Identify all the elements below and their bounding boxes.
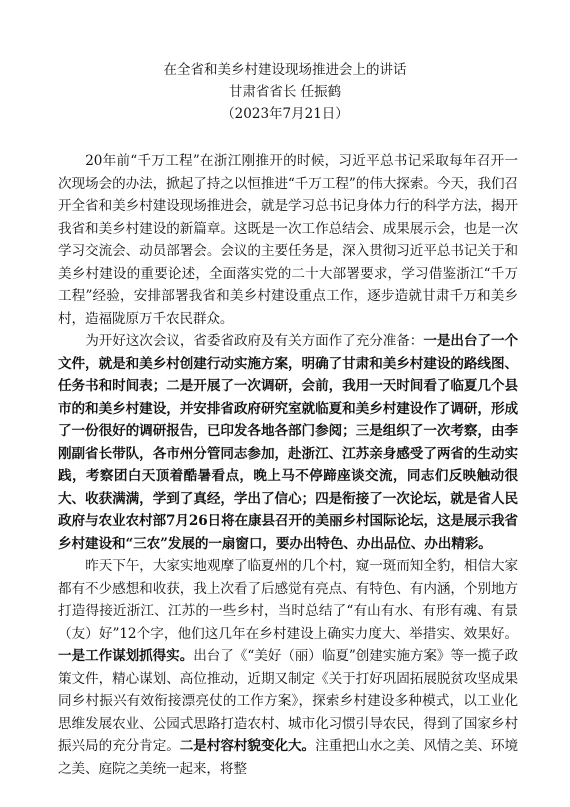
speaker-line: 甘肃省省长 任振鹤 — [228, 84, 342, 100]
date-line: （2023年7月21日） — [221, 106, 349, 122]
paragraph-1 — [58, 150, 518, 330]
paragraph-bold-text: 二是村容村貌变化大。 — [179, 738, 316, 754]
paragraph-3 — [58, 555, 518, 780]
document-title: 在全省和美乡村建设现场推进会上的讲话 — [163, 62, 407, 78]
paragraph-text: 注重把山水之美、风情之美、环境之美、庭院之美统一起来，将整 — [58, 738, 519, 777]
paragraph-text: 昨天下午，大家实地观摩了临夏州的几个村，窥一斑而知全豹，相信大家都有不少感想和收获，我上次看了后感觉有亮点、有特色、有内涵，个别地方打造得接近浙江、江苏的一些乡村，当时总结了“有山有水、有形有魂、有景（友）好”12个字，他们这几年在乡村建设上确实力度大、举措实、效果好。 — [58, 558, 518, 642]
document-header — [0, 59, 570, 125]
paragraph-text: 20年前“千万工程”在浙江刚推开的时候，习近平总书记采取每年召开一次现场会的办法，掀起了持之以恒推进“千万工程”的伟大探索。今天，我们召开全省和美乡村建设现场推进会，就是学习总书记身体力行的科学方法，揭开我省和美乡村建设的新篇章。这既是一次工作总结会、成果展示会，也是一次学习交流会、动员部署会。会议的主要任务是，深入贯彻习近平总书记关于和美乡村建设的重要论述，全面落实党的二十大部署要求，学习借鉴浙江“千万工程”经验，安排部署我省和美乡村建设重点工作，逐步造就甘肃千万和美乡村，造福陇原万千农民群众。 — [58, 153, 518, 327]
paragraph-2 — [58, 330, 518, 555]
paragraph-bold-text: 一是出台了一个文件，就是和美乡村创建行动实施方案，明确了甘肃和美乡村建设的路线图、任务书和时间表；二是开展了一次调研，会前，我用一天时间看了临夏几个县市的和美乡村建设，并安排省政府研究室就临夏和美乡村建设作了调研，形成了一份很好的调研报告，已印发各地各部门参阅；三是组织了一次考察，由李刚副省长带队，各市州分管同志参加，赴浙江、江苏亲身感受了两省的生动实践，考察团白天顶着酷暑看点，晚上马不停蹄座谈交流，同志们反映触动很大、收获满满，学到了真经，学出了信心；四是衔接了一次论坛，就是省人民政府与农业农村部7月26日将在康县召开的美丽乡村国际论坛，这是展示我省乡村建设和“三农”发展的一扇窗口，要办出特色、办出品位、办出精彩。 — [58, 333, 518, 552]
document-body — [58, 150, 518, 780]
paragraph-text: 出台了《“美好（丽）临夏”创建实施方案》等一揽子政策文件，精心谋划、高位推动，近期又制定《关于打好巩固拓展脱贫攻坚成果同乡村振兴有效衔接漂亮仗的工作方案》，探索乡村建设多种模式，以工业化思维发展农业、公园式思路打造农村、城市化习惯引导农民，得到了国家乡村振兴局的充分肯定。 — [58, 648, 518, 754]
paragraph-text: 为开好这次会议，省委省政府及有关方面作了充分准备： — [85, 333, 424, 349]
paragraph-bold-text: 一是工作谋划抓得实。 — [58, 648, 194, 664]
